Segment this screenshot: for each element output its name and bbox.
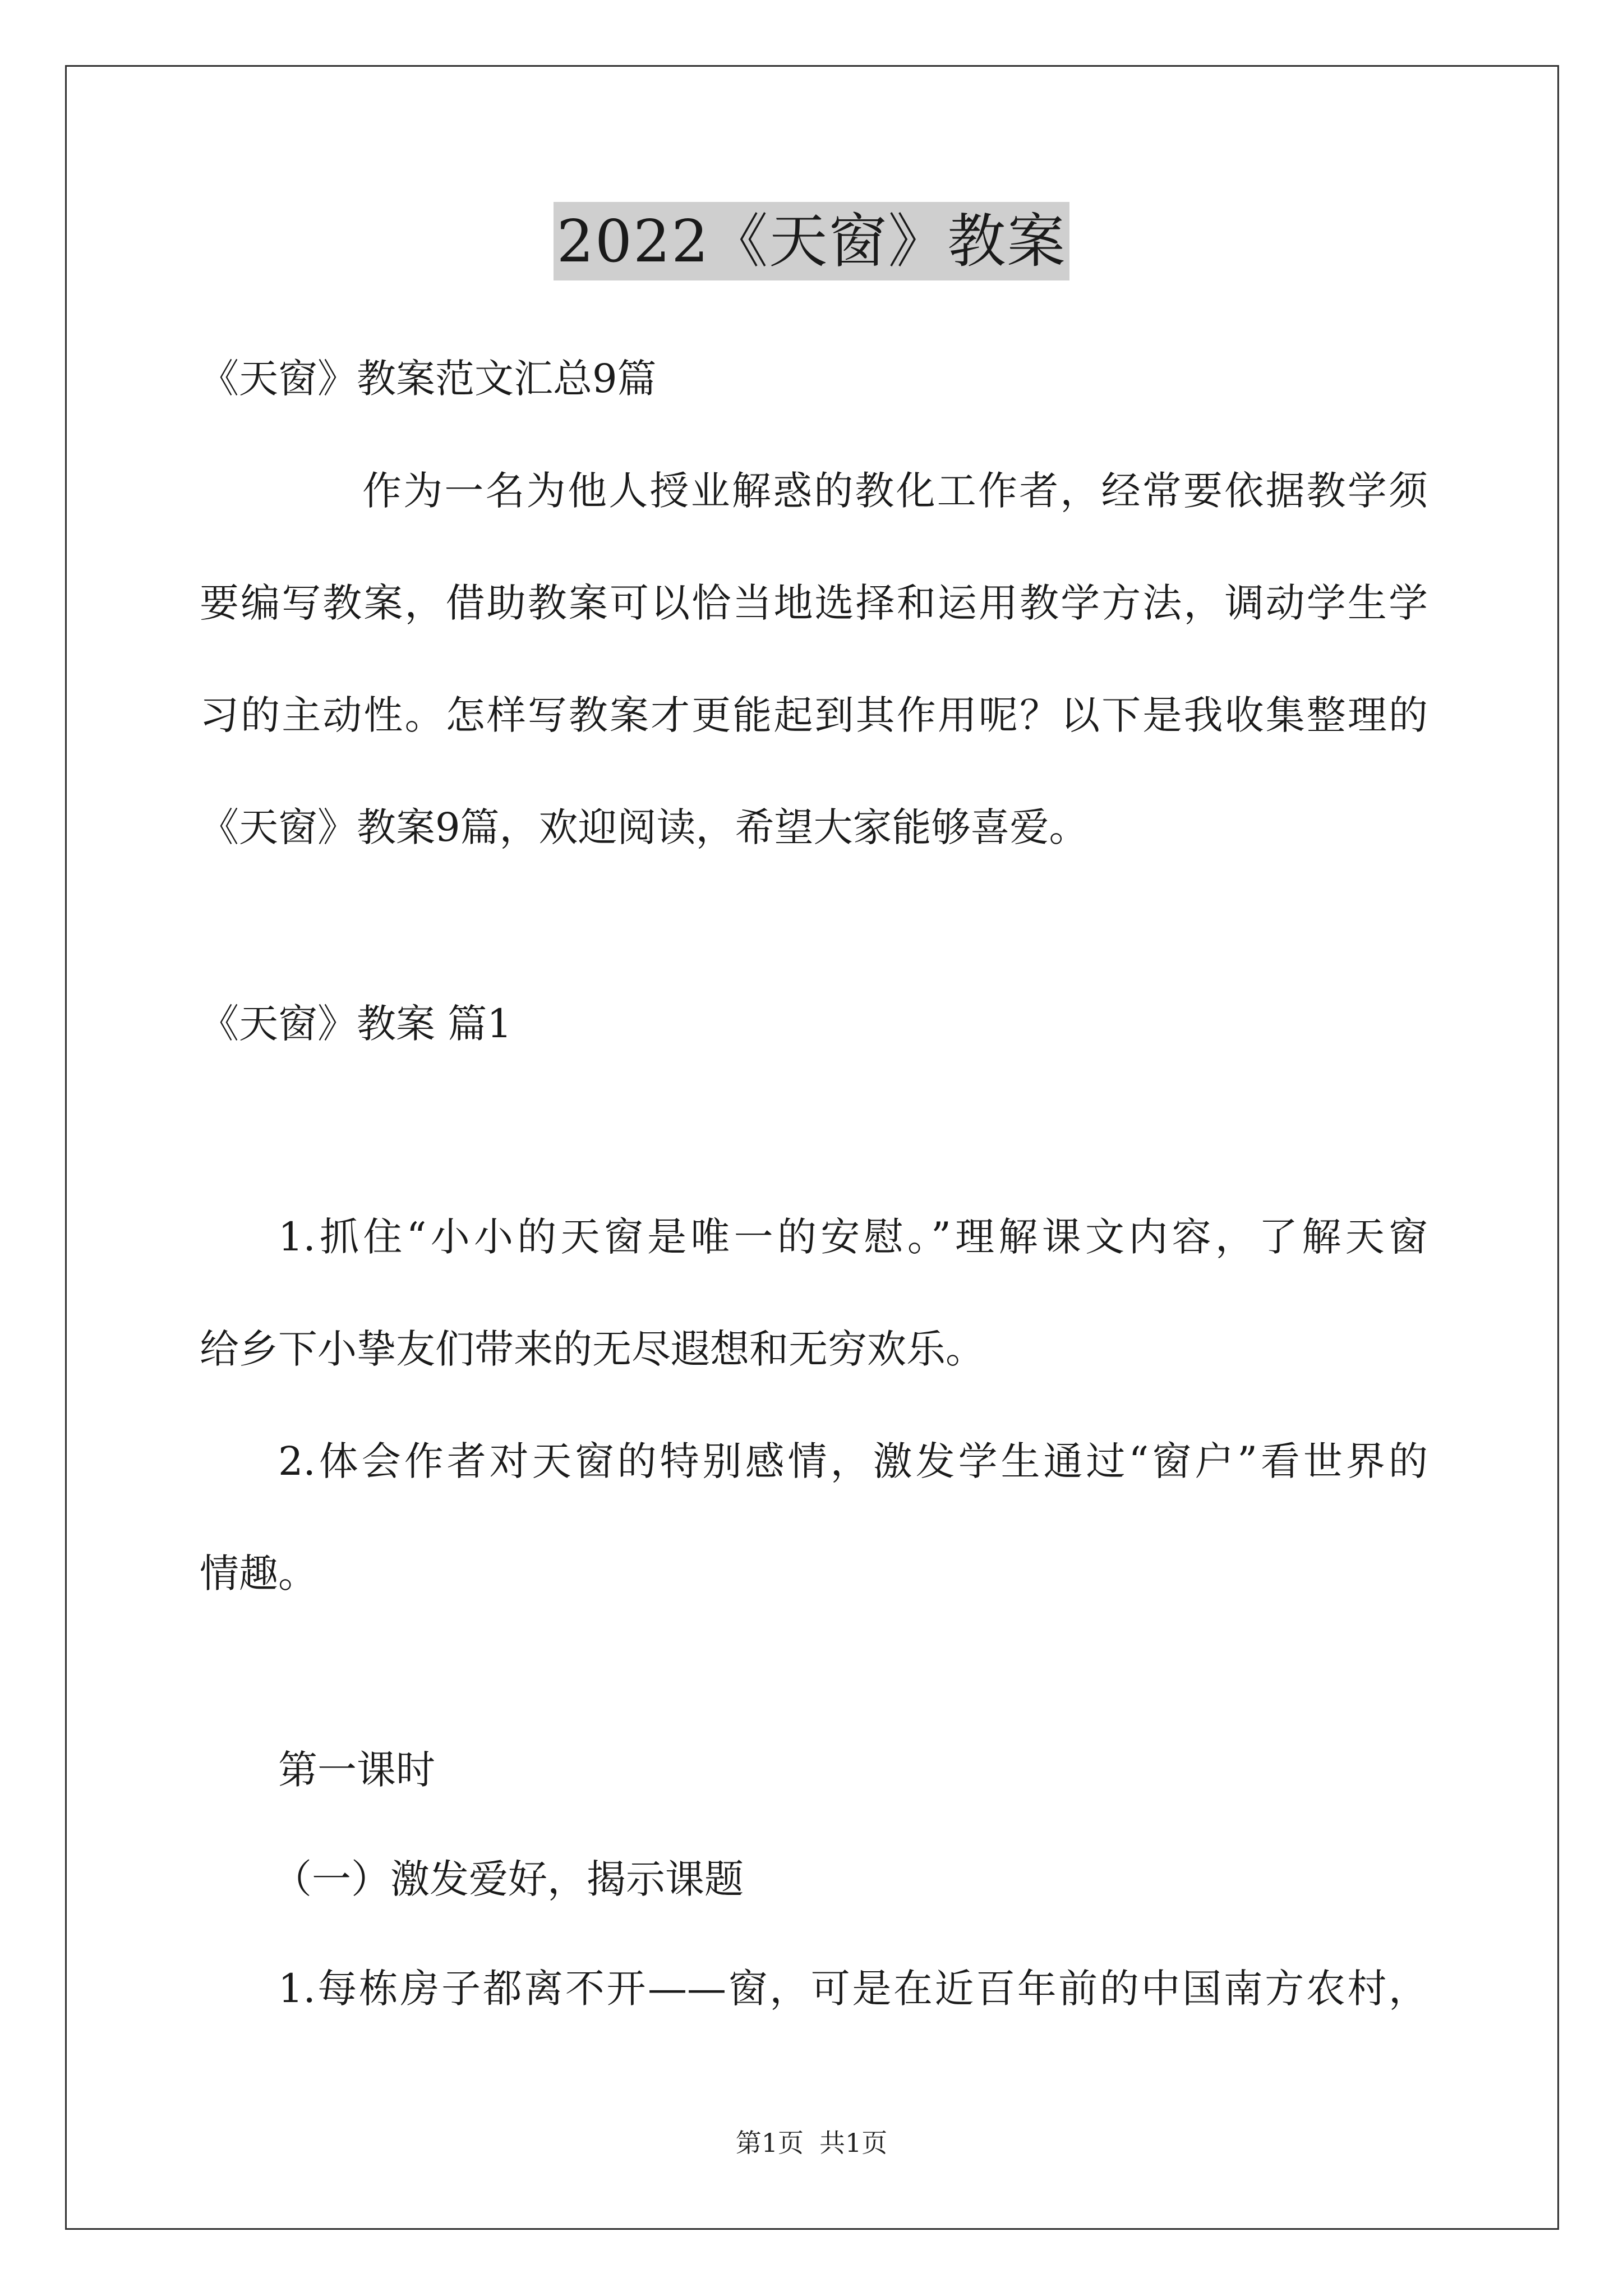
section-heading: 《天窗》教案 篇1 [200, 1001, 512, 1047]
page-number: 第1页 [735, 2128, 804, 2158]
step-text: 1.每栋房子都离不开——窗，可是在近百年前的中国南方农村， [278, 1966, 1428, 2012]
intro-line-1: 作为一名为他人授业解惑的教化工作者，经常要依据教学须 [362, 468, 1428, 514]
objective-line-2: 给乡下小挚友们带来的无尽遐想和无穷欢乐。 [200, 1326, 985, 1372]
objective-line-4: 情趣。 [200, 1550, 317, 1596]
intro-line-4: 《天窗》教案9篇，欢迎阅读，希望大家能够喜爱。 [200, 804, 1089, 850]
objective-line-3: 2.体会作者对天窗的特别感情，激发学生通过“窗户”看世界的 [278, 1438, 1428, 1484]
page-footer [0, 2126, 1623, 2160]
document-title: 2022《天窗》教案 [554, 202, 1070, 280]
document-subtitle: 《天窗》教案范文汇总9篇 [200, 356, 657, 402]
lesson-heading: 第一课时 [278, 1747, 435, 1793]
page-total: 共1页 [819, 2128, 888, 2158]
intro-line-3: 习的主动性。怎样写教案才更能起到其作用呢？以下是我收集整理的 [200, 692, 1428, 738]
intro-line-2: 要编写教案，借助教案可以恰当地选择和运用教学方法，调动学生学 [200, 580, 1428, 626]
objective-line-1: 1.抓住“小小的天窗是唯一的安慰。”理解课文内容，了解天窗 [278, 1214, 1428, 1260]
step-heading: （一）激发爱好，揭示课题 [273, 1856, 744, 1902]
